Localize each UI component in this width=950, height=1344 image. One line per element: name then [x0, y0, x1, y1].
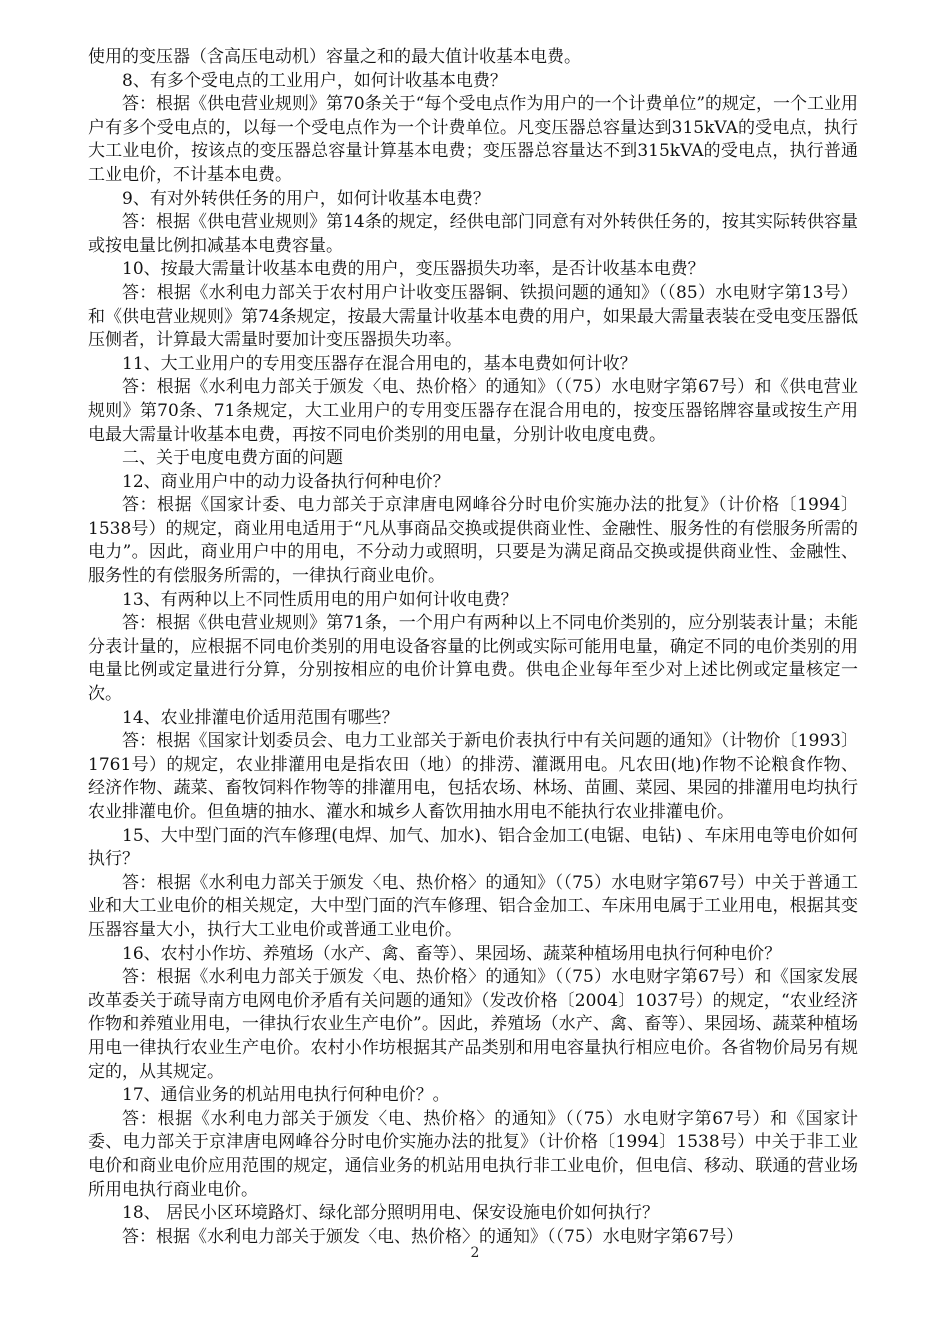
paragraph: 使用的变压器（含高压电动机）容量之和的最大值计收基本电费。: [88, 47, 581, 67]
document-body: [88, 46, 858, 1249]
paragraph: 答：根据《水利电力部关于颁发〈电、热价格〉的通知》（（75）水电财字第67号）: [122, 1226, 744, 1247]
paragraph: 11、大工业用户的专用变压器存在混合用电的，基本电费如何计收？: [122, 353, 637, 374]
paragraph: 12、商业用户中的动力设备执行何种电价？: [122, 471, 450, 492]
paragraph: 8、有多个受电点的工业用户，如何计收基本电费？: [122, 70, 507, 91]
paragraph: 二、关于电度电费方面的问题: [122, 448, 343, 469]
paragraph: 13、有两种以上不同性质用电的用户如何计收电费？: [122, 589, 518, 610]
paragraph: 答：根据《国家计划委员会、电力工业部关于新电价表执行中有关问题的通知》（计物价〔1993〕1761号）的规定，农业排灌用电是指农田（地）的排涝、灌溉用电。凡农田(地)作物不论粮食作物、经济作物、蔬菜、畜牧饲料作物等的排灌用电，包括农场、林场、苗圃、菜园、果园的排灌用电均执行农业排灌电价。但鱼塘的抽水、灌水和城乡人畜饮用抽水用电不能执行农业排灌电价。: [88, 731, 858, 822]
paragraph: 答：根据《水利电力部关于农村用户计收变压器铜、铁损问题的通知》（（85）水电财字第13号）和《供电营业规则》第74条规定，按最大需量计收基本电费的用户，如果最大需量表装在受电变压器低压侧者，计算最大需量时要加计变压器损失功率。: [88, 282, 858, 351]
paragraph: 答：根据《国家计委、电力部关于京津唐电网峰谷分时电价实施办法的批复》（计价格〔1994〕1538号）的规定，商业用电适用于“凡从事商品交换或提供商业性、金融性、服务性的有偿服务所需的电力”。因此，商业用户中的用电，不分动力或照明，只要是为满足商品交换或提供商业性、金融性、服务性的有偿服务所需的，一律执行商业电价。: [88, 495, 858, 587]
paragraph: 答：根据《供电营业规则》第14条的规定，经供电部门同意有对外转供任务的，按其实际转供容量或按电量比例扣减基本电费容量。: [88, 212, 858, 256]
paragraph: 答：根据《供电营业规则》第71条，一个用户有两种以上不同电价类别的，应分别装表计量；未能分表计量的，应根据不同电价类别的用电设备容量的比例或实际可能用电量，确定不同的电价类别的用电量比例或定量进行分算，分别按相应的电价计算电费。供电企业每年至少对上述比例或定量核定一次。: [88, 613, 858, 705]
paragraph: 10、按最大需量计收基本电费的用户，变压器损失功率，是否计收基本电费？: [122, 259, 705, 280]
paragraph: 18、 居民小区环境路灯、绿化部分照明用电、保安设施电价如何执行？: [122, 1203, 660, 1224]
paragraph: 17、通信业务的机站用电执行何种电价？。: [122, 1085, 450, 1106]
paragraph: 答：根据《水利电力部关于颁发〈电、热价格〉的通知》（（75）水电财字第67号）和《国家计委、电力部关于京津唐电网峰谷分时电价实施办法的批复》（计价格〔1994〕1538号）中关于非工业电价和商业电价应用范围的规定，通信业务的机站用电执行非工业电价，但电信、移动、联通的营业场所用电执行商业电价。: [88, 1108, 858, 1200]
paragraph: 9、有对外转供任务的用户，如何计收基本电费？: [122, 188, 490, 209]
paragraph: 答：根据《水利电力部关于颁发〈电、热价格〉的通知》（（75）水电财字第67号）中关于普通工业和大工业电价的相关规定，大中型门面的汽车修理、铝合金加工、车床用电属于工业用电，根据其变压器容量大小，执行大工业电价或普通工业电价。: [88, 872, 858, 940]
paragraph: 答：根据《水利电力部关于颁发〈电、热价格〉的通知》（（75）水电财字第67号）和《国家发展改革委关于疏导南方电网电价矛盾有关问题的通知》（发改价格〔2004〕1037号）的规定，“农业经济作物和养殖业用电，一律执行农业生产电价”。因此，养殖场（水产、禽、畜等）、果园场、蔬菜种植场用电一律执行农业生产电价。农村小作坊根据其产品类别和用电容量执行相应电价。各省物价局另有规定的，从其规定。: [88, 967, 858, 1082]
page-number: 2: [470, 1245, 480, 1261]
paragraph: 答：根据《水利电力部关于颁发〈电、热价格〉的通知》（（75）水电财字第67号）和《供电营业规则》第70条、71条规定，大工业用户的专用变压器存在混合用电的，按变压器铭牌容量或按生产用电最大需量计收基本电费，再按不同电价类别的用电量，分别计收电度电费。: [88, 377, 858, 445]
paragraph: 16、农村小作坊、养殖场（水产、禽、畜等）、果园场、蔬菜种植场用电执行何种电价？: [122, 943, 782, 964]
paragraph: 15、大中型门面的汽车修理(电焊、加气、加水)、铝合金加工(电锯、电钻) 、车床用电等电价如何执行？: [88, 825, 858, 870]
paragraph: 答：根据《供电营业规则》第70条关于“每个受电点作为用户的一个计费单位”的规定，一个工业用户有多个受电点的，以每一个受电点作为一个计费单位。凡变压器总容量达到315kVA的受电点，执行大工业电价，按该点的变压器总容量计算基本电费；变压器总容量达不到315kVA的受电点，执行普通工业电价，不计基本电费。: [88, 94, 859, 185]
paragraph: 14、农业排灌电价适用范围有哪些？: [122, 707, 399, 728]
